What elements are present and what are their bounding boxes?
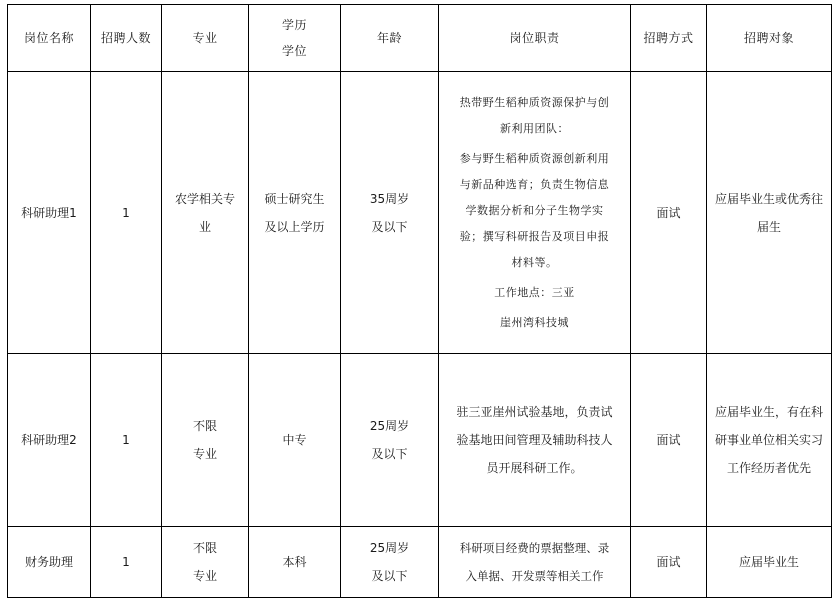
cell-education: 中专 — [249, 354, 341, 527]
cell-age-line: 及以下 — [371, 219, 408, 234]
duty-line: 验基地田间管理及辅助科技人 — [456, 433, 613, 447]
cell-duty — [439, 72, 631, 354]
header-age: 年龄 — [341, 5, 439, 72]
duty-line: 科研项目经费的票据整理、录 — [459, 541, 610, 555]
cell-target-line: 工作经历者优先 — [726, 461, 811, 475]
cell-education-line: 硕士研究生 — [264, 191, 325, 206]
duty-line: 入单据、开发票等相关工作 — [465, 569, 604, 583]
cell-major — [162, 72, 249, 354]
cell-age-line: 及以下 — [371, 447, 408, 461]
header-row — [8, 5, 832, 72]
cell-position: 财务助理 — [8, 527, 91, 598]
header-position: 岗位名称 — [8, 5, 91, 72]
cell-duty — [439, 354, 631, 527]
duty-line: 驻三亚崖州试验基地，负责试 — [456, 405, 613, 419]
cell-major-line: 业 — [198, 219, 211, 234]
duty-line: 验；撰写科研报告及项目申报 — [459, 229, 610, 243]
cell-method: 面试 — [631, 354, 707, 527]
duty-line: 崖州湾科技城 — [500, 315, 569, 329]
header-major: 专业 — [162, 5, 249, 72]
cell-age-line: 35周岁 — [369, 191, 410, 206]
cell-education: 本科 — [249, 527, 341, 598]
duty-line: 新利用团队： — [500, 121, 569, 135]
cell-count: 1 — [91, 72, 162, 354]
header-method: 招聘方式 — [631, 5, 707, 72]
header-duty: 岗位职责 — [439, 5, 631, 72]
cell-target — [707, 354, 832, 527]
cell-target-line: 研事业单位相关实习 — [714, 433, 823, 447]
header-education — [249, 5, 341, 72]
header-target: 招聘对象 — [707, 5, 832, 72]
cell-age-line: 及以下 — [371, 569, 408, 583]
header-education-line2: 学位 — [281, 44, 307, 58]
cell-education — [249, 72, 341, 354]
cell-position: 科研助理1 — [8, 72, 91, 354]
duty-line: 与新品种选育；负责生物信息 — [459, 177, 610, 191]
table-row — [8, 72, 832, 354]
cell-age — [341, 72, 439, 354]
duty-line: 参与野生稻种质资源创新利用 — [459, 151, 610, 165]
cell-method: 面试 — [631, 72, 707, 354]
table-row — [8, 354, 832, 527]
cell-age — [341, 527, 439, 598]
cell-count: 1 — [91, 354, 162, 527]
cell-education-line: 及以上学历 — [264, 219, 325, 234]
cell-major — [162, 354, 249, 527]
table-row — [8, 527, 832, 598]
cell-target-line: 应届毕业生，有在科 — [714, 405, 823, 419]
cell-major — [162, 527, 249, 598]
cell-age-line: 25周岁 — [369, 541, 410, 555]
cell-target-line: 届生 — [756, 219, 781, 234]
cell-major-line: 专业 — [192, 447, 217, 461]
header-education-line1: 学历 — [281, 18, 307, 32]
cell-duty — [439, 527, 631, 598]
cell-major-line: 不限 — [192, 541, 217, 555]
duty-line: 材料等。 — [511, 255, 558, 269]
recruitment-table — [7, 4, 832, 598]
cell-age — [341, 354, 439, 527]
cell-age-line: 25周岁 — [369, 419, 410, 433]
cell-count: 1 — [91, 527, 162, 598]
cell-method: 面试 — [631, 527, 707, 598]
duty-line: 员开展科研工作。 — [486, 461, 583, 475]
cell-target — [707, 72, 832, 354]
duty-line: 学数据分析和分子生物学实 — [465, 203, 604, 217]
cell-target: 应届毕业生 — [707, 527, 832, 598]
cell-major-line: 专业 — [192, 569, 217, 583]
cell-major-line: 农学相关专 — [174, 191, 235, 206]
duty-line: 热带野生稻种质资源保护与创 — [459, 95, 610, 109]
cell-target-line: 应届毕业生或优秀往 — [714, 191, 823, 206]
cell-major-line: 不限 — [192, 419, 217, 433]
cell-position: 科研助理2 — [8, 354, 91, 527]
header-count: 招聘人数 — [91, 5, 162, 72]
duty-line: 工作地点：三亚 — [494, 285, 575, 299]
